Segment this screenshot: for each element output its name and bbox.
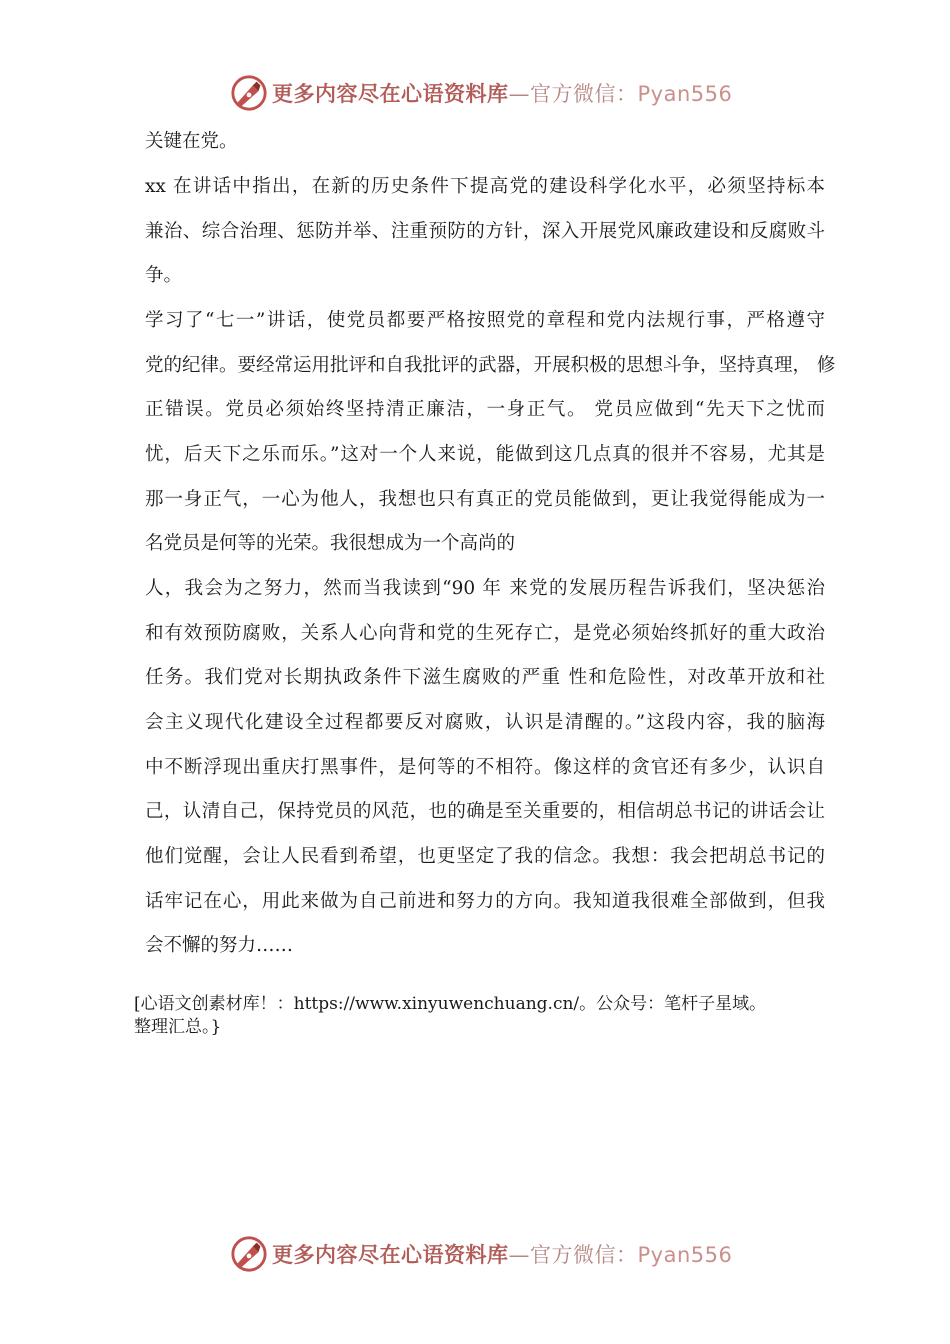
body-line: 兼治、综合治理、惩防并举、注重预防的方针，深入开展党风廉政建设和反腐败斗 (145, 221, 825, 242)
banner-text (272, 78, 732, 108)
body-line: 会主义现代化建设全过程都要反对腐败，认识是清醒的。”这段内容，我的脑海 (145, 712, 825, 733)
banner-wechat-label: —官方微信： (508, 82, 638, 106)
body-line: 己，认清自己，保持党员的风范，也的确是至关重要的，相信胡总书记的讲话会让 (145, 801, 825, 822)
body-line: 会不懈的努力…… (145, 935, 294, 956)
source-note-line: 整理汇总。} (134, 1017, 222, 1037)
body-line: xx 在讲话中指出，在新的历史条件下提高党的建设科学化水平，必须坚持标本 (145, 176, 825, 197)
body-line: 任务。我们党对长期执政条件下滋生腐败的严重 性和危险性，对改革开放和社 (145, 667, 825, 688)
pen-nib-logo-icon (230, 1235, 268, 1273)
header-banner (0, 71, 950, 115)
source-note (134, 993, 824, 1039)
body-line: 名党员是何等的光荣。我很想成为一个高尚的 (145, 533, 516, 554)
body-line: 那一身正气，一心为他人，我想也只有真正的党员能做到，更让我觉得能成为一 (145, 489, 825, 510)
body-line: 关键在党。 (145, 131, 238, 152)
pen-nib-logo-icon (230, 74, 268, 112)
banner-wechat-id: Pyan556 (637, 1243, 733, 1267)
body-line: 正错误。党员必须始终坚持清正廉洁，一身正气。 党员应做到“先天下之忧而 (145, 399, 825, 420)
body-line: 和有效预防腐败，关系人心向背和党的生死存亡，是党必须始终抓好的重大政治 (145, 623, 825, 644)
body-line: 他们觉醒，会让人民看到希望，也更坚定了我的信念。我想：我会把胡总书记的 (145, 846, 825, 867)
body-line: 党的纪律。要经常运用批评和自我批评的武器，开展积极的思想斗争，坚持真理， 修 (145, 355, 836, 376)
body-line: 话牢记在心，用此来做为自己前进和努力的方向。我知道我很难全部做到，但我 (145, 891, 825, 912)
footer-banner (0, 1232, 950, 1276)
banner-wechat-label: —官方微信： (508, 1243, 638, 1267)
source-note-line: [心语文创素材库！：https://www.xinyuwenchuang.cn/。公众号：笔杆子星域。 (134, 994, 767, 1014)
body-line: 人，我会为之努力，然而当我读到“90 年 来党的发展历程告诉我们，坚决惩治 (145, 578, 825, 599)
body-line: 忧，后天下之乐而乐。”这对一个人来说，能做到这几点真的很并不容易，尤其是 (145, 444, 825, 465)
body-line: 争。 (145, 265, 183, 286)
banner-wechat-id: Pyan556 (637, 82, 733, 106)
body-line: 学习了“七一”讲话，使党员都要严格按照党的章程和党内法规行事，严格遵守 (145, 310, 825, 331)
banner-title: 更多内容尽在心语资料库 (272, 82, 509, 106)
body-line: 中不断浮现出重庆打黑事件，是何等的不相符。像这样的贪官还有多少，认识自 (145, 757, 825, 778)
banner-title: 更多内容尽在心语资料库 (272, 1243, 509, 1267)
banner-text (272, 1239, 732, 1269)
